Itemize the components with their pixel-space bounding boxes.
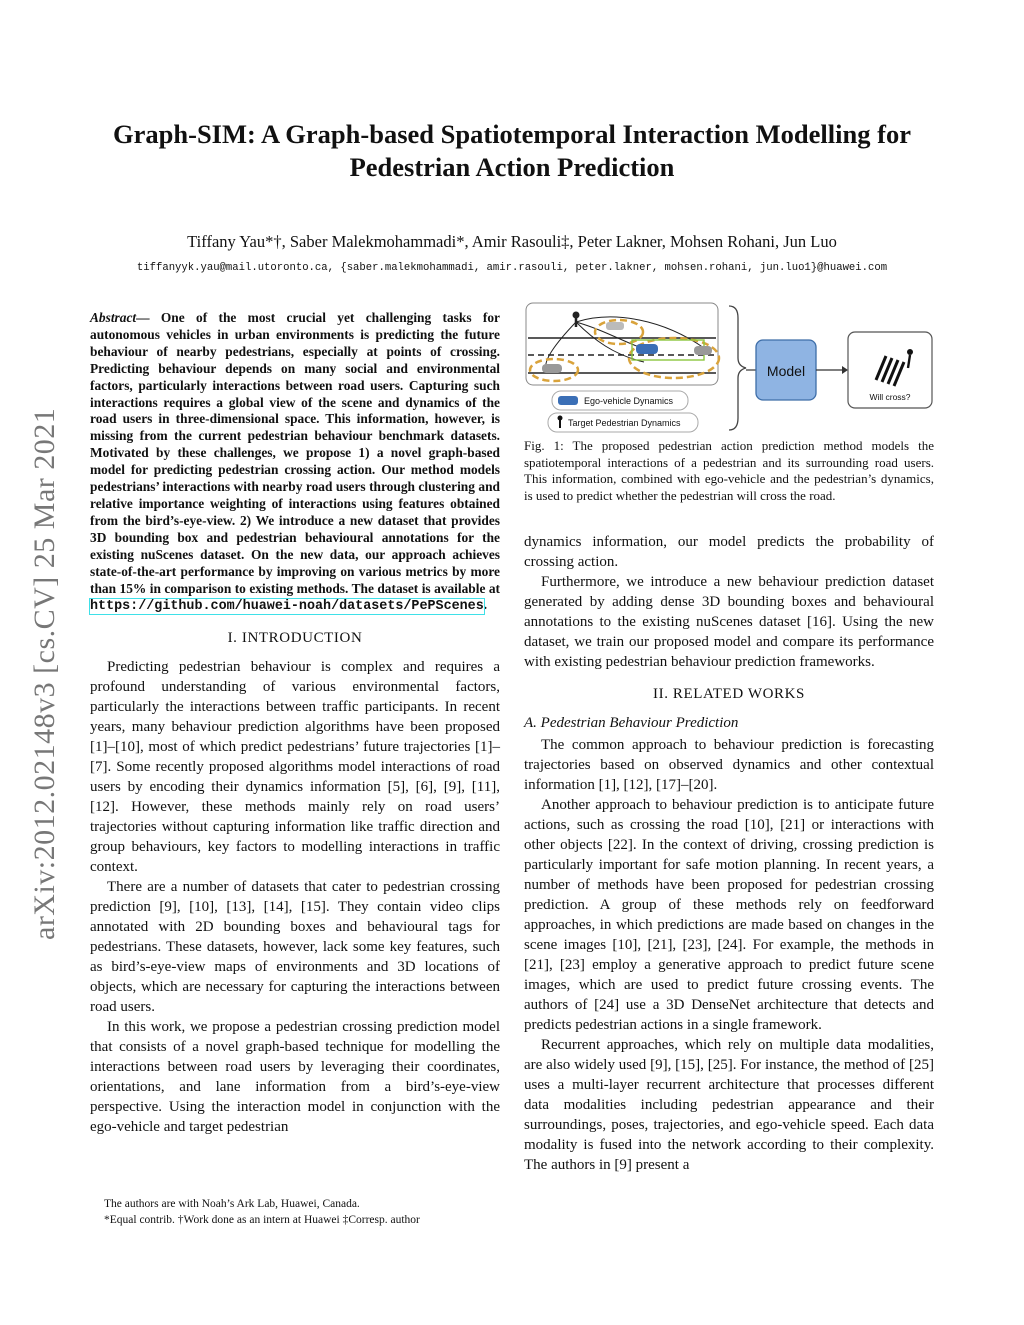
legend-ego-label: Ego-vehicle Dynamics	[584, 396, 674, 406]
right-continuation: dynamics information, our model predicts the probability of crossing action.	[524, 534, 934, 570]
car-icon	[694, 346, 712, 355]
title-line-1: Graph-SIM: A Graph-based Spatiotemporal Interaction Modelling for	[113, 119, 911, 149]
paper-title	[60, 118, 964, 184]
right-column	[524, 438, 934, 1175]
related-heading: II. RELATED WORKS	[653, 686, 805, 702]
abstract-label: Abstract	[90, 310, 137, 325]
car-icon	[542, 364, 562, 373]
left-column	[90, 310, 500, 1137]
arrow-head	[842, 366, 848, 374]
recurrent-paragraph: Recurrent approaches, which rely on multiple data modalities, are also widely used [9], [15], [25]. For instance, the method of [25] uses a multi-layer recurrent architecture that processes different data modalities including pedestrian appearance and their surroundings, poses, trajectories, and ego-vehicle speed. Each data modality is fused into the network according to their complexity. The authors in [9] present a	[524, 1037, 934, 1173]
ego-car-icon	[636, 344, 658, 354]
will-cross-label: Will cross?	[869, 392, 911, 402]
further-paragraph: Furthermore, we introduce a new behaviour prediction dataset generated by adding dense 3D bounding boxes and behavioural annotations to the existing nuScenes dataset [16]. Using the new dataset, we train our proposed model and compare its performance with existing pedestrian behaviour prediction frameworks.	[524, 574, 934, 670]
footnote-contrib: *Equal contrib. †Work done as an intern at Huawei ‡Corresp. author	[104, 1214, 420, 1226]
pedestrian-legend-icon	[558, 416, 563, 421]
brace	[729, 306, 746, 430]
footnote	[90, 1196, 510, 1228]
legend-ped-label: Target Pedestrian Dynamics	[568, 418, 681, 428]
author-list: Tiffany Yau*†, Saber Malekmohammadi*, Amir Rasouli‡, Peter Lakner, Mohsen Rohani, Jun Luo	[187, 232, 837, 251]
figure-1	[524, 300, 944, 434]
dataset-link[interactable]: https://github.com/huawei-noah/datasets/PePScenes	[90, 599, 484, 615]
pedestrian-icon	[573, 312, 580, 319]
another-approach-paragraph: Another approach to behaviour prediction is to anticipate future actions, such as crossing the road [10], [21] or interactions with other objects [22]. In the context of driving, crossing prediction is particularly important for safe motion planning. In recent years, a number of methods have been proposed for pedestrian crossing prediction. A group of these methods rely on feedforward approaches, in which predictions are made based on changes in the scene images [10], [21], [23], [24]. For example, the methods in [21], [23] employ a generative approach to predict future scene images, which are used to predict future crossing events. The authors of [24] use a 3D DenseNet architecture that detects and predicts pedestrian actions in a single framework.	[524, 797, 934, 1033]
figure-1-diagram	[524, 300, 944, 434]
intro-paragraph-1: Predicting pedestrian behaviour is complex and requires a profound understanding of various environmental factors, particularly the interactions between traffic participants. In recent years, many behaviour prediction algorithms have been proposed [1]–[10], most of which predict pedestrians’ future trajectories [1]–[7]. Some recently proposed algorithms model interactions of road users by encoding their dynamics information [5], [6], [9], [11], [12]. However, these methods mainly rely on road users’ trajectories without capturing information like traffic direction and group behaviours, key factors to modelling interactions in traffic context.	[90, 659, 500, 876]
figure-1-caption: Fig. 1: The proposed pedestrian action prediction method models the spatiotemporal interactions of a pedestrian and its surrounding road users. This information, combined with ego-vehicle and the pedestrian’s dynamics, is used to predict whether the pedestrian will cross the road.	[524, 438, 934, 503]
car-icon	[606, 322, 624, 330]
intro-paragraph-2: There are a number of datasets that cater to pedestrian crossing prediction [9], [10], [13], [14], [15]. They contain video clips annotated with 2D bounding boxes and behavioural tags for pedestrians. These datasets, however, lack some key features, such as bird’s-eye-view maps of environments and 3D locations of objects, which are necessary for capturing the interactions between road users.	[90, 879, 500, 1016]
subsection-a-heading: A. Pedestrian Behaviour Prediction	[524, 715, 739, 731]
intro-paragraph-3: In this work, we propose a pedestrian crossing prediction model that consists of a novel graph-based technique for modelling the interactions between road users by leveraging their coordinates, orientations, and lane information from a bird’s-eye-view perspective. Using the interaction model in conjunction with the ego-vehicle and target pedestrian	[90, 1019, 500, 1136]
title-line-2: Pedestrian Action Prediction	[349, 152, 675, 182]
footnote-affiliation: The authors are with Noah’s Ark Lab, Huawei, Canada.	[104, 1198, 360, 1210]
common-approach-paragraph: The common approach to behaviour prediction is forecasting trajectories based on observed dynamics and other contextual information [1], [12], [17]–[20].	[524, 737, 934, 793]
arxiv-id: arXiv:2012.02148v3 [cs.CV] 25 Mar 2021	[28, 407, 61, 940]
model-label: Model	[766, 363, 806, 379]
abstract-body: — One of the most crucial yet challenging tasks for autonomous vehicles in urban environments is predicting the future behaviour of nearby pedestrians, especially at points of crossing. Predicting behaviour depends on many social and environmental factors, particularly interactions between road users. Capturing such interactions requires a global view of the scene and dynamics of the road users in three-dimensional space. This information, however, is missing from the current pedestrian behaviour benchmark datasets. Motivated by these challenges, we propose 1) a novel graph-based model for predicting pedestrian crossing action. Our method models pedestrians’ interactions with nearby road users through clustering and relative importance weighting of interactions using features obtained from the bird’s-eye-view. 2) We introduce a new dataset that provides 3D bounding box and pedestrian behavioural annotations for the existing nuScenes dataset. On the new data, our approach achieves state-of-the-art performance by improving on various metrics by more than 15% in comparison to existing methods. The dataset is available at	[90, 310, 500, 596]
abstract	[90, 310, 500, 616]
arxiv-stamp	[30, 350, 60, 940]
ego-car-legend-icon	[558, 396, 578, 405]
intro-heading: I. INTRODUCTION	[227, 630, 363, 647]
author-emails: tiffanyyk.yau@mail.utoronto.ca, {saber.malekmohammadi, amir.rasouli, peter.lakner, mohsen.rohani, jun.luo1}@huawei.com	[136, 262, 888, 274]
abstract-end: .	[483, 597, 488, 613]
